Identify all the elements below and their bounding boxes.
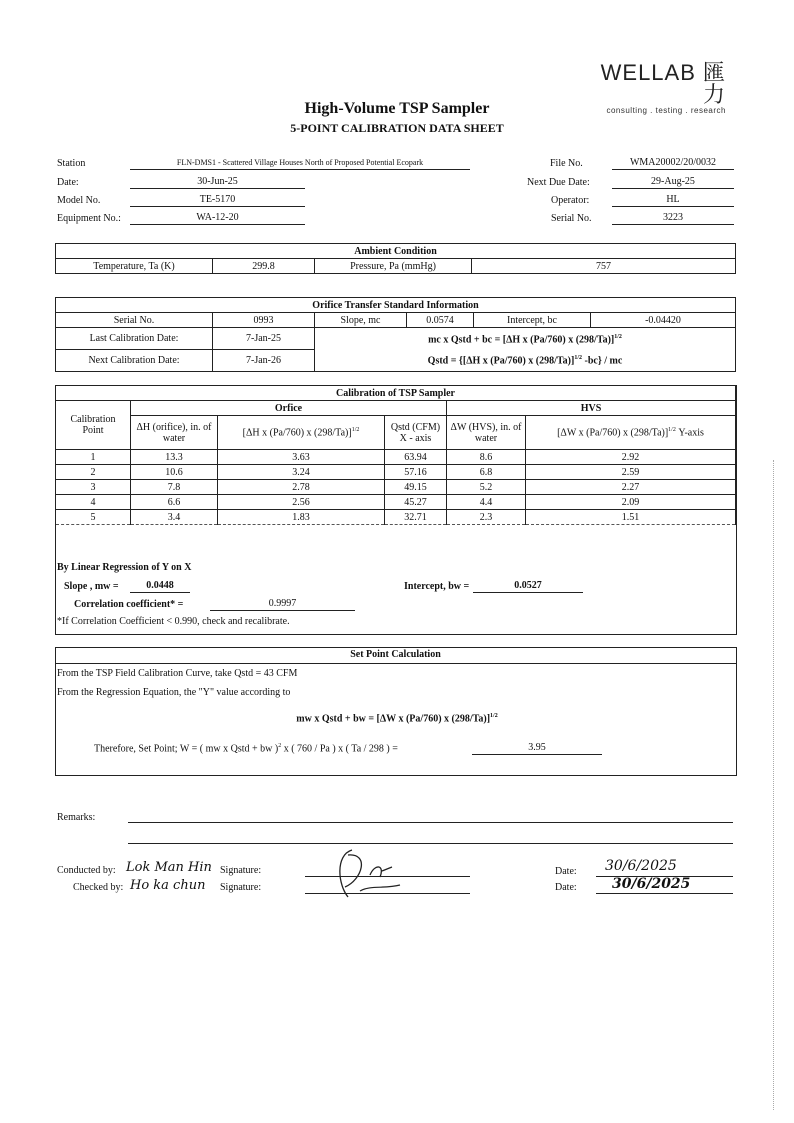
- regression-intercept-label: Intercept, bw =: [404, 581, 470, 592]
- cell-dw: 8.6: [447, 450, 526, 465]
- remarks-label: Remarks:: [57, 812, 96, 823]
- setpoint-line-2: From the Regression Equation, the "Y" value according to: [57, 687, 291, 698]
- model-label: Model No.: [57, 195, 101, 206]
- page-edge-mark: [773, 460, 774, 1110]
- setpoint-equation: mw x Qstd + bw = [ΔW x (Pa/760) x (298/Ta)]$^{1/2}$: [296, 713, 498, 725]
- cell-dw: 6.8: [447, 465, 526, 480]
- calibration-heading: Calibration of TSP Sampler: [56, 386, 736, 401]
- orifice-intercept-label: Intercept, bc: [474, 313, 591, 328]
- signature-label-2: Signature:: [220, 882, 262, 893]
- remarks-line-1: [128, 822, 733, 823]
- regression-heading: By Linear Regression of Y on X: [57, 562, 192, 573]
- regression-slope-label: Slope , mw =: [64, 581, 119, 592]
- model-value: TE-5170: [130, 193, 305, 207]
- date-label: Date:: [57, 177, 79, 188]
- group-orifice: Orfice: [131, 401, 447, 416]
- next-due-value: 29-Aug-25: [612, 175, 734, 189]
- page-title: High-Volume TSP Sampler: [304, 100, 490, 117]
- cell-p: 1: [56, 450, 131, 465]
- cell-p: 4: [56, 495, 131, 510]
- next-calibration-value: 7-Jan-26: [213, 349, 315, 371]
- calibration-row: [56, 495, 736, 510]
- serial-label: Serial No.: [551, 213, 592, 224]
- station-value: FLN-DMS1 - Scattered Village Houses North of Proposed Potential Ecopark: [130, 156, 470, 170]
- col-calibration-point: Calibration Point: [56, 401, 131, 450]
- ambient-table: [55, 243, 736, 274]
- cell-dhc: 1.83: [218, 510, 385, 525]
- temperature-value: 299.8: [213, 259, 315, 274]
- equipment-label: Equipment No.:: [57, 213, 121, 224]
- calibration-table: [55, 385, 736, 525]
- correlation-label: Correlation coefficient* =: [74, 599, 184, 610]
- handwritten-signature: [330, 845, 410, 903]
- next-due-label: Next Due Date:: [527, 177, 590, 188]
- date-value-1: 30/6/2025: [605, 858, 677, 874]
- col-qstd: Qstd (CFM) X - axis: [385, 416, 447, 450]
- date-label-1: Date:: [555, 866, 577, 877]
- serial-value: 3223: [612, 211, 734, 225]
- page-subtitle: 5-POINT CALIBRATION DATA SHEET: [290, 121, 504, 135]
- regression-slope-value: 0.0448: [130, 579, 190, 593]
- cell-p: 3: [56, 480, 131, 495]
- cell-dh: 13.3: [131, 450, 218, 465]
- cell-p: 2: [56, 465, 131, 480]
- cell-dh: 6.6: [131, 495, 218, 510]
- calibration-row: [56, 510, 736, 525]
- calibration-rows: [56, 450, 736, 525]
- date-line-2: [596, 893, 733, 894]
- orifice-serial-label: Serial No.: [56, 313, 213, 328]
- pressure-value: 757: [472, 259, 736, 274]
- equipment-value: WA-12-20: [130, 211, 305, 225]
- col-delta-h: ΔH (orifice), in. of water: [131, 416, 218, 450]
- cell-dh: 3.4: [131, 510, 218, 525]
- equation-1: mc x Qstd + bc = [ΔH x (Pa/760) x (298/Ta)]$^{1/2}$: [428, 334, 622, 346]
- ambient-heading: Ambient Condition: [56, 244, 736, 259]
- operator-label: Operator:: [551, 195, 590, 206]
- logo-tagline: consulting . testing . research: [606, 106, 726, 115]
- setpoint-value: 3.95: [472, 741, 602, 755]
- cell-q: 63.94: [385, 450, 447, 465]
- setpoint-section: [55, 647, 737, 776]
- conducted-by-label: Conducted by:: [57, 865, 116, 876]
- col-delta-w: ΔW (HVS), in. of water: [447, 416, 526, 450]
- last-calibration-value: 7-Jan-25: [213, 328, 315, 350]
- cell-q: 49.15: [385, 480, 447, 495]
- col-delta-h-calc: [ΔH x (Pa/760) x (298/Ta)]$^{1/2}$: [218, 416, 385, 450]
- cell-dw: 4.4: [447, 495, 526, 510]
- correlation-value: 0.9997: [210, 597, 355, 611]
- signature-label-1: Signature:: [220, 865, 262, 876]
- setpoint-therefore: Therefore, Set Point; W = ( mw x Qstd + bw )$^2$ x ( 760 / Pa ) x ( Ta / 298 ) =: [94, 743, 398, 755]
- cell-dw: 5.2: [447, 480, 526, 495]
- setpoint-heading: Set Point Calculation: [55, 647, 736, 664]
- cell-p: 5: [56, 510, 131, 525]
- remarks-line-2: [128, 843, 733, 844]
- cell-dwc: 2.27: [526, 480, 736, 495]
- cell-dhc: 2.56: [218, 495, 385, 510]
- temperature-label: Temperature, Ta (K): [56, 259, 213, 274]
- equation-2: Qstd = {[ΔH x (Pa/760) x (298/Ta)]$^{1/2}$ -bc} / mc: [427, 355, 623, 367]
- cell-q: 32.71: [385, 510, 447, 525]
- regression-intercept-value: 0.0527: [473, 579, 583, 593]
- correlation-note: *If Correlation Coefficient < 0.990, check and recalibrate.: [57, 616, 290, 627]
- cell-dwc: 2.92: [526, 450, 736, 465]
- checked-by-name: Ho ka chun: [130, 878, 206, 893]
- calibration-row: [56, 465, 736, 480]
- logo-main-text: WELLAB 匯力: [600, 60, 726, 107]
- orifice-slope-label: Slope, mc: [315, 313, 407, 328]
- file-label: File No.: [550, 158, 583, 169]
- cell-dwc: 1.51: [526, 510, 736, 525]
- orifice-intercept-value: -0.04420: [591, 313, 736, 328]
- cell-dwc: 2.59: [526, 465, 736, 480]
- cell-dh: 7.8: [131, 480, 218, 495]
- cell-dwc: 2.09: [526, 495, 736, 510]
- cell-dhc: 3.63: [218, 450, 385, 465]
- cell-dh: 10.6: [131, 465, 218, 480]
- orifice-slope-value: 0.0574: [407, 313, 474, 328]
- station-label: Station: [57, 158, 86, 169]
- orifice-serial-value: 0993: [213, 313, 315, 328]
- orifice-equations: [315, 328, 736, 372]
- cell-dhc: 3.24: [218, 465, 385, 480]
- cell-dhc: 2.78: [218, 480, 385, 495]
- date-value: 30-Jun-25: [130, 175, 305, 189]
- calibration-row: [56, 480, 736, 495]
- pressure-label: Pressure, Pa (mmHg): [315, 259, 472, 274]
- orifice-table: [55, 297, 736, 372]
- setpoint-line-1: From the TSP Field Calibration Curve, take Qstd = 43 CFM: [57, 668, 298, 679]
- date-label-2: Date:: [555, 882, 577, 893]
- cell-q: 57.16: [385, 465, 447, 480]
- cell-q: 45.27: [385, 495, 447, 510]
- last-calibration-label: Last Calibration Date:: [56, 328, 213, 350]
- cell-dw: 2.3: [447, 510, 526, 525]
- calibration-row: [56, 450, 736, 465]
- group-hvs: HVS: [447, 401, 736, 416]
- next-calibration-label: Next Calibration Date:: [56, 349, 213, 371]
- orifice-heading: Orifice Transfer Standard Information: [56, 298, 736, 313]
- col-delta-w-calc: [ΔW x (Pa/760) x (298/Ta)]$^{1/2}$ Y-axis: [526, 416, 736, 450]
- operator-value: HL: [612, 193, 734, 207]
- conducted-by-name: Lok Man Hin: [126, 860, 212, 875]
- checked-by-label: Checked by:: [73, 882, 124, 893]
- file-value: WMA20002/20/0032: [612, 156, 734, 170]
- date-value-2: 30/6/2025: [612, 876, 691, 892]
